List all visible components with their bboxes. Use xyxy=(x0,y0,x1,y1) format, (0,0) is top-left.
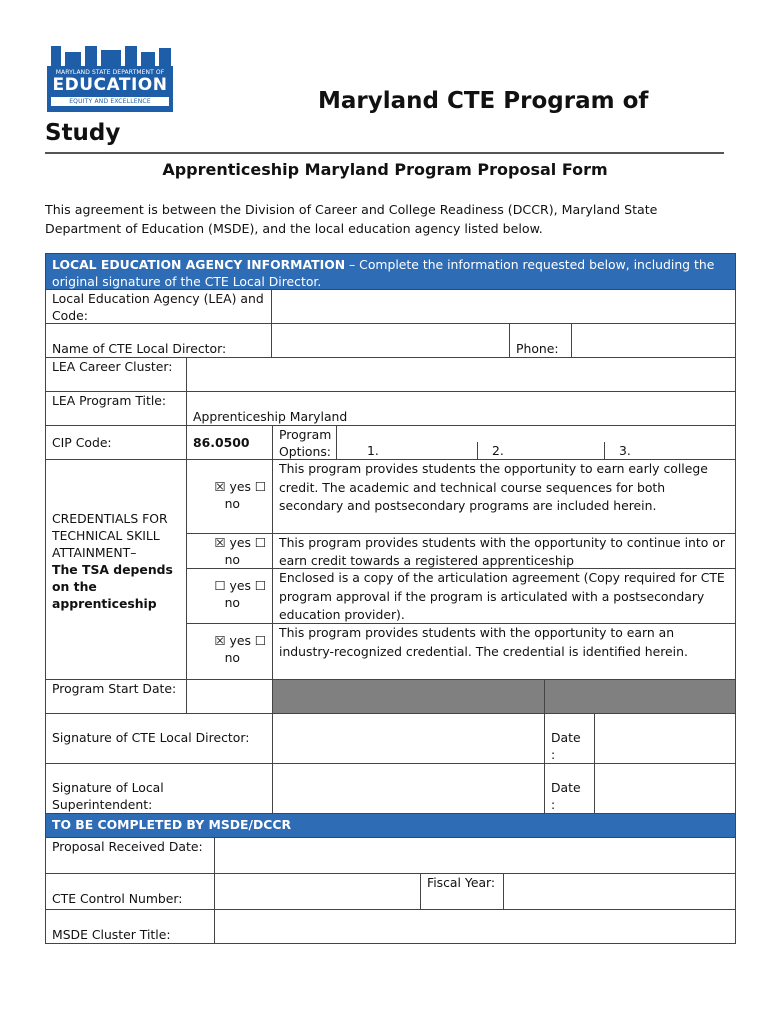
credentials-label: CREDENTIALS FOR TECHNICAL SKILL ATTAINMENT– xyxy=(52,511,168,560)
form-subtitle: Apprenticeship Maryland Program Proposal Form xyxy=(162,160,608,179)
sig-super-date-field[interactable] xyxy=(595,764,735,814)
page-title-line1: Maryland CTE Program of xyxy=(318,88,649,114)
sig-director-date-label: Date : xyxy=(545,714,595,764)
intro-paragraph: This agreement is between the Division of Career and College Readiness (DCCR), Maryland State Department of Education (MSDE), and the local education agency listed below. xyxy=(45,202,658,236)
credential-1-no[interactable]: no xyxy=(224,496,240,511)
career-cluster-field[interactable] xyxy=(187,358,735,392)
section-heading-msde: TO BE COMPLETED BY MSDE/DCCR xyxy=(52,817,292,832)
lea-code-label: Local Education Agency (LEA) and Code: xyxy=(46,290,272,324)
section-heading-lea: LOCAL EDUCATION AGENCY INFORMATION xyxy=(52,257,346,272)
fiscal-year-field[interactable] xyxy=(504,874,735,910)
sig-director-date-field[interactable] xyxy=(595,714,735,764)
credential-2-yes[interactable]: ☒ yes ☐ xyxy=(214,535,266,550)
section-header-lea xyxy=(46,254,735,290)
credential-4-checkbox[interactable] xyxy=(187,624,273,680)
credential-3-yes[interactable]: ☐ yes ☐ xyxy=(214,578,266,593)
program-title-label: LEA Program Title: xyxy=(46,392,187,426)
logo-tagline: EQUITY AND EXCELLENCE xyxy=(51,97,169,106)
credential-3-text: Enclosed is a copy of the articulation agreement (Copy required for CTE program approval if the program is articulated with a postsecondary education provider). xyxy=(273,569,735,624)
credentials-label-bold: The TSA depends on the apprenticeship xyxy=(52,562,173,611)
director-name-label: Name of CTE Local Director: xyxy=(46,324,272,358)
cip-code-label: CIP Code: xyxy=(46,426,187,460)
logo-name: EDUCATION xyxy=(52,75,168,95)
credential-4-yes[interactable]: ☒ yes ☐ xyxy=(214,633,266,648)
credential-2-checkbox[interactable] xyxy=(187,534,273,569)
credential-3-no[interactable]: no xyxy=(224,595,240,610)
phone-label: Phone: xyxy=(510,324,572,358)
credential-2-no[interactable]: no xyxy=(224,552,240,567)
credential-1-checkbox[interactable] xyxy=(187,460,273,534)
section-header-msde xyxy=(46,814,735,838)
option-1: 1. xyxy=(367,443,379,458)
sig-super-field[interactable] xyxy=(273,764,545,814)
sig-super-label: Signature of Local Superintendent: xyxy=(46,764,273,814)
credentials-label-cell xyxy=(46,460,187,680)
lea-code-field[interactable] xyxy=(272,290,735,324)
program-options-label: Program Options: xyxy=(273,426,337,460)
cluster-title-label: MSDE Cluster Title: xyxy=(46,910,215,944)
credential-4-text: This program provides students with the opportunity to earn an industry-recognized credential. The credential is identified herein. xyxy=(273,624,735,680)
credential-2-text: This program provides students with the opportunity to continue into or earn credit towards a registered apprenticeship xyxy=(273,534,735,569)
director-name-field[interactable] xyxy=(272,324,510,358)
fiscal-year-label: Fiscal Year: xyxy=(421,874,504,910)
cte-control-label: CTE Control Number: xyxy=(46,874,215,910)
program-options-fields[interactable] xyxy=(337,426,735,460)
credential-1-yes[interactable]: ☒ yes ☐ xyxy=(214,479,266,494)
title-rule xyxy=(45,152,724,154)
cip-code-value[interactable]: 86.0500 xyxy=(187,426,273,460)
section-instruction: – Complete the information requested below, including the original signature of the CTE Local Director. xyxy=(52,257,715,289)
sig-director-label: Signature of CTE Local Director: xyxy=(46,714,273,764)
option-2: 2. xyxy=(492,443,504,458)
option-3: 3. xyxy=(619,443,631,458)
credential-3-checkbox[interactable] xyxy=(187,569,273,624)
proposal-received-field[interactable] xyxy=(215,838,735,874)
msde-logo xyxy=(47,46,173,112)
program-title-field[interactable]: Apprenticeship Maryland xyxy=(187,392,735,426)
page-title-line2: Study xyxy=(45,120,121,146)
program-start-field[interactable] xyxy=(187,680,273,714)
sig-super-date-label: Date : xyxy=(545,764,595,814)
program-start-label: Program Start Date: xyxy=(46,680,187,714)
credential-4-no[interactable]: no xyxy=(224,650,240,665)
logo-agency: MARYLAND STATE DEPARTMENT OF xyxy=(55,69,165,76)
phone-field[interactable] xyxy=(572,324,735,358)
cluster-title-field[interactable] xyxy=(215,910,735,944)
sig-director-field[interactable] xyxy=(273,714,545,764)
cte-control-field[interactable] xyxy=(215,874,421,910)
career-cluster-label: LEA Career Cluster: xyxy=(46,358,187,392)
proposal-received-label: Proposal Received Date: xyxy=(46,838,215,874)
credential-1-text: This program provides students the opportunity to earn early college credit. The academic and technical course sequences for both secondary and postsecondary programs are included herein. xyxy=(273,460,735,534)
shaded-cell-1 xyxy=(273,680,545,714)
proposal-form xyxy=(45,253,736,944)
logo-skyline xyxy=(47,46,173,66)
shaded-cell-2 xyxy=(545,680,735,714)
